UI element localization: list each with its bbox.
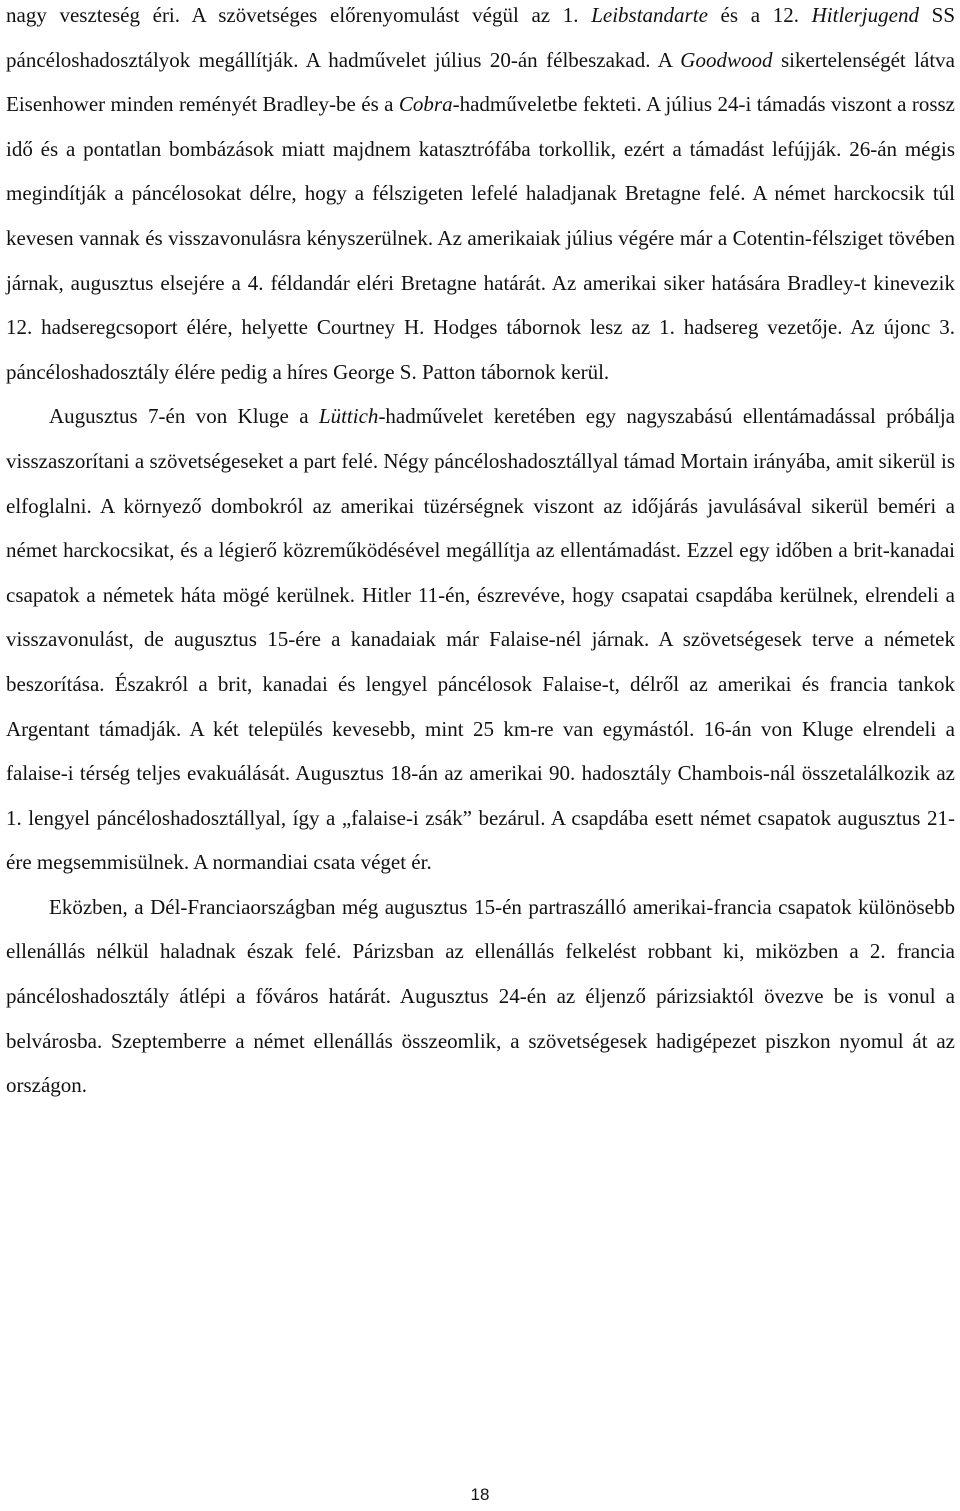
para1-seg-7-italic: Cobra (398, 92, 453, 117)
page-number: 18 (470, 1485, 490, 1504)
document-body (6, 0, 955, 1108)
para1-seg-8: -hadműveletbe fekteti. A július 24-i támadás viszont a rossz idő és a pontatlan bombázások miatt majdnem katasztrófába torkollik, ezért a támadást lefújják. 26-án mégis megindítják a páncélosokat délre, hogy a félszigeten lefelé haladjanak Bretagne felé. A német harckocsik túl kevesen vannak és visszavonulásra kényszerülnek. Az amerikaiak július végére már a Cotentin-félsziget tövében járnak, augusztus elsejére a 4. féldandár eléri Bretagne határát. Az amerikai siker hatására Bradley-t kinevezik 12. hadseregcsoport élére, helyette Courtney H. Hodges tábornok lesz az 1. hadsereg vezetője. Az újonc 3. páncéloshadosztály élére pedig a híres George S. Patton tábornok kerül. (6, 92, 955, 384)
para1-seg-5-italic: Goodwood (680, 47, 773, 72)
para1-seg-4: SS páncéloshadosztályok megállítják. A hadművelet július 20-án félbeszakad. A (6, 3, 955, 72)
paragraph-3 (6, 885, 955, 1108)
para2-seg-2: -hadművelet keretében egy nagyszabású ellentámadással próbálja visszaszorítani a szövetségeseket a part felé. Négy páncéloshadosztállyal támad Mortain irányába, amit sikerül is elfoglalni. A környező dombokról az amerikai tüzérségnek viszont az időjárás javulásával sikerül beméri a német harckocsikat, és a légierő közreműködésével megállítja az ellentámadást. Ezzel egy időben a brit-kanadai csapatok a németek háta mögé kerülnek. Hitler 11-én, észrevéve, hogy csapatai csapdába kerülnek, elrendeli a visszavonulást, de augusztus 15-ére a kanadaiak már Falaise-nél járnak. A szövetségesek terve a németek beszorítása. Északról a brit, kanadai és lengyel páncélosok Falaise-t, délről az amerikai és francia tankok Argentant támadják. A két település kevesebb, mint 25 km-re van egymástól. 16-án von Kluge elrendeli a falaise-i térség teljes evakuálását. Augusztus 18-án az amerikai 90. hadosztály Chambois-nál összetalálkozik az 1. lengyel páncéloshadosztállyal, így a „falaise-i zsák” bezárul. A csapdába esett német csapatok augusztus 21-ére megsemmisülnek. A normandiai csata véget ér. (6, 404, 955, 875)
para1-seg-3-italic: Hitlerjugend (811, 3, 919, 27)
paragraph-2 (6, 394, 955, 885)
para1-seg-1-italic: Leibstandarte (591, 3, 708, 27)
para2-seg-0: Augusztus 7-én von Kluge a (49, 404, 319, 429)
para1-seg-0: nagy veszteség éri. A szövetséges előrenyomulást végül az 1. (6, 3, 592, 27)
paragraph-1 (6, 0, 955, 394)
para1-seg-6: sikertelenségét látva Eisenhower minden reményét Bradley-be és a (6, 47, 956, 117)
para2-seg-1-italic: Lüttich (318, 404, 379, 429)
para3-seg-0: Eközben, a Dél-Franciaországban még augusztus 15-én partraszálló amerikai-francia csapatok különösebb ellenállás nélkül haladnak észak felé. Párizsban az ellenállás felkelést robbant ki, miközben a 2. francia páncéloshadosztály átlépi a főváros határát. Augusztus 24-én az éljenző párizsiaktól övezve be is vonul a belvárosba. Szeptemberre a német ellenállás összeomlik, a szövetségesek hadigépezet piszkon nyomul át az országon. (6, 894, 955, 1098)
para1-seg-2: és a 12. (707, 3, 812, 27)
